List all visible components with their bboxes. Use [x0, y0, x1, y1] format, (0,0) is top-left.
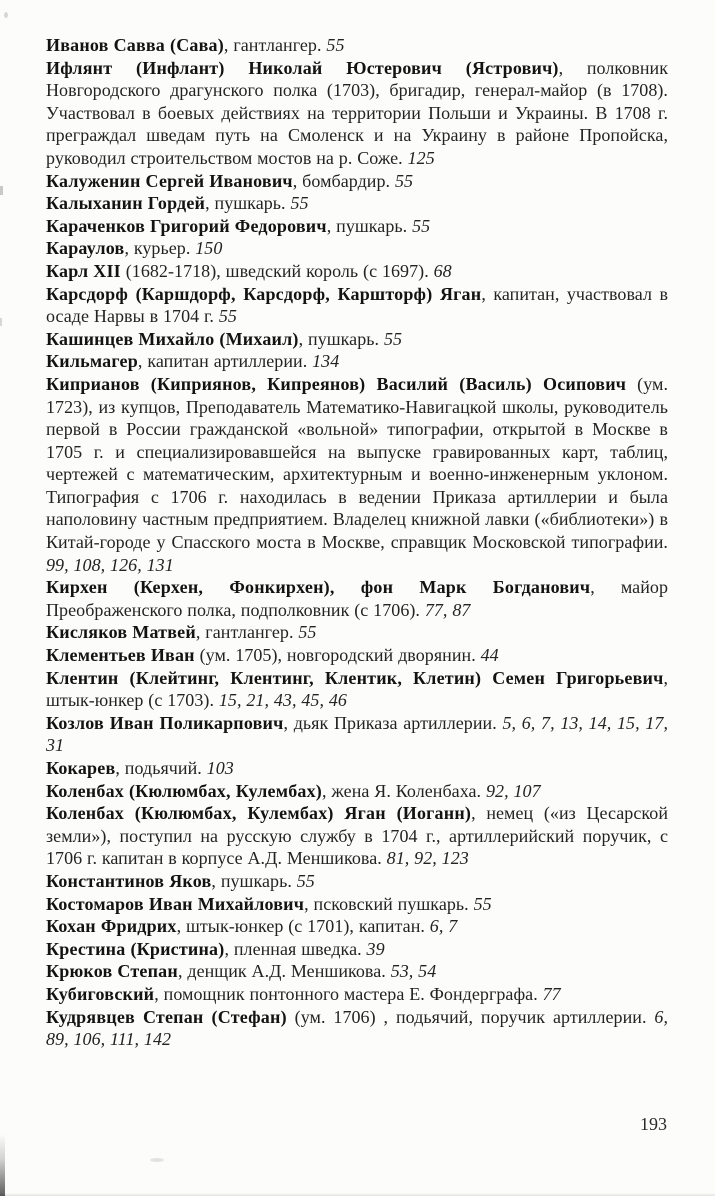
entry-description: , бомбардир. — [292, 170, 395, 191]
index-entry — [46, 938, 668, 961]
entry-page-refs: 125 — [407, 147, 435, 168]
entry-page-refs: 5, 6, 7, 13, 14, 15, 17, 31 — [46, 712, 668, 756]
entry-name: Кисляков Матвей — [46, 622, 196, 643]
index-entry — [46, 802, 668, 870]
entry-name: Коленбах (Кюлюмбах, Кулембах) Яган (Иоганн) — [46, 803, 472, 824]
entry-description: , пушкарь. — [298, 328, 384, 349]
index-entry — [46, 712, 668, 757]
entry-name: Коленбах (Кюлюмбах, Кулембах) — [46, 780, 323, 801]
scan-artifact-tick — [0, 186, 3, 195]
entry-description: , курьер. — [124, 238, 196, 259]
index-entry — [46, 576, 668, 621]
entry-description: , штык-юнкер (с 1703). — [46, 667, 668, 711]
entry-description: , подьячий. — [115, 758, 207, 778]
index-entry — [46, 893, 668, 916]
entry-page-refs: 55 — [394, 170, 414, 191]
entry-page-refs: 6, 7 — [429, 916, 458, 937]
entry-name: Козлов Иван Поликарпович — [46, 712, 284, 733]
entry-page-refs: 150 — [195, 238, 223, 259]
entry-page-refs: 55 — [383, 328, 403, 349]
entry-name: Ифлянт (Инфлант) Николай Юстерович (Ястрович) — [46, 57, 559, 78]
entry-description: , пленная шведка. — [224, 938, 367, 959]
scan-artifact-speck — [150, 1158, 164, 1162]
index-entry — [46, 237, 668, 260]
entry-description: , штык-юнкер (с 1701), капитан. — [176, 916, 430, 937]
entry-name: Карсдорф (Каршдорф, Карсдорф, Каршторф) Яган — [46, 283, 482, 304]
entry-page-refs: 55 — [412, 215, 431, 236]
entry-name: Клементьев Иван — [46, 645, 195, 666]
index-entry — [46, 350, 668, 373]
index-entry — [46, 960, 668, 983]
entry-page-refs: 55 — [290, 193, 309, 214]
entry-page-refs: 44 — [480, 645, 499, 666]
entry-description: , полковник Новгородского драгунского полка (1703), бригадир, генерал-майор (в 1708). Участвовал в боевых действиях на территории Польши и Украины. В 1708 г. преграждал шведам путь на Смоленск и на Украину в районе Пропойска, руководил строительством мостов на р. Соже. — [46, 57, 668, 168]
entry-description: , капитан артиллерии. — [137, 351, 313, 372]
index-entry — [46, 192, 668, 215]
index-entry — [46, 1006, 668, 1051]
entry-page-refs: 55 — [298, 622, 317, 643]
index-entry — [46, 644, 668, 667]
entry-page-refs: 39 — [366, 938, 385, 959]
index-entry — [46, 621, 668, 644]
index-entry — [46, 983, 668, 1006]
entry-page-refs: 92, 107 — [485, 780, 541, 801]
index-entry — [46, 915, 668, 938]
entry-description: , гантлангер. — [223, 35, 327, 55]
entry-description: , дьяк Приказа артиллерии. — [283, 712, 503, 733]
entry-description: (1682-1718), шведский король (с 1697). — [120, 260, 434, 281]
entry-name: Константинов Яков — [46, 870, 212, 891]
entry-name: Костомаров Иван Михайлович — [46, 893, 305, 914]
entry-description: (ум. 1706) , подьячий, поручик артиллерии. — [286, 1006, 655, 1027]
entry-page-refs: 81, 92, 123 — [386, 848, 469, 869]
entry-description: , помощник понтонного мастера Е. Фондерграфа. — [154, 983, 543, 1004]
scan-artifact-speck — [4, 12, 8, 18]
entry-page-refs: 103 — [206, 758, 234, 778]
page-number: 193 — [640, 1114, 667, 1134]
entry-page-refs: 6, 89, 106, 111, 142 — [46, 1006, 668, 1050]
index-entry — [46, 283, 668, 328]
entry-name: Кашинцев Михайло (Михаил) — [46, 328, 299, 349]
entry-description: , пушкарь. — [205, 193, 291, 214]
index-entry — [46, 328, 668, 351]
entry-name: Калыханин Гордей — [46, 193, 206, 214]
entry-description: , немец («из Цесарской земли»), поступил на русскую службу в 1704 г., артиллерийский поручик, с 1706 г. капитан в корпусе А.Д. Меншикова. — [46, 803, 668, 869]
entry-page-refs: 55 — [326, 35, 345, 55]
index-entries — [46, 34, 668, 1051]
entry-page-refs: 68 — [433, 260, 452, 281]
entry-page-refs: 55 — [296, 870, 315, 891]
index-entry — [46, 34, 668, 57]
entry-name: Кудрявцев Степан (Стефан) — [46, 1006, 287, 1027]
entry-description: , гантлангер. — [195, 622, 299, 643]
entry-description: , пушкарь. — [326, 215, 413, 236]
entry-name: Иванов Савва (Сава) — [46, 35, 224, 55]
entry-name: Караченков Григорий Федорович — [46, 215, 327, 236]
scan-artifact-tick — [0, 318, 2, 326]
entry-name: Крюков Степан — [46, 961, 178, 982]
entry-page-refs: 99, 108, 126, 131 — [46, 554, 174, 575]
entry-name: Караулов — [46, 238, 125, 259]
entry-page-refs: 55 — [218, 306, 237, 327]
index-entry — [46, 57, 668, 170]
entry-page-refs: 134 — [312, 351, 340, 372]
index-entry — [46, 215, 668, 238]
index-entry — [46, 870, 668, 893]
entry-name: Карл XII — [46, 260, 121, 281]
entry-description: , жена Я. Коленбаха. — [322, 780, 486, 801]
entry-name: Кубиговский — [46, 983, 155, 1004]
index-entry — [46, 780, 668, 803]
entry-name: Киприанов (Киприянов, Кипреянов) Василий (Василь) Осипович — [46, 373, 627, 394]
entry-description: (ум. 1723), из купцов, Преподаватель Математико-Навигацкой школы, руководитель первой в России гражданской «вольной» типографии, открытой в Москве в 1705 г. и специализировавшейся на выпуске гравированных карт, таблиц, чертежей с математическим, архитектурным и военно-инженерным уклоном. Типография с 1706 г. находилась в ведении Приказа артиллерии и была наполовину частным предприятием. Владелец книжной лавки («библиотеки») в Китай-городе у Спасского моста в Москве, справщик Московской типографии. — [46, 373, 668, 553]
entry-description: , капитан, участвовал в осаде Нарвы в 1704 г. — [46, 283, 668, 327]
entry-description: , денщик А.Д. Меншикова. — [177, 961, 391, 982]
entry-page-refs: 77 — [542, 983, 561, 1004]
index-entry — [46, 757, 668, 780]
entry-name: Клентин (Клейтинг, Клентинг, Клентик, Клетин) Семен Григорьевич — [46, 667, 664, 688]
entry-name: Калуженин Сергей Иванович — [46, 170, 293, 191]
index-entry — [46, 667, 668, 712]
entry-name: Крестина (Кристина) — [46, 938, 225, 959]
entry-page-refs: 55 — [473, 893, 492, 914]
entry-description: (ум. 1705), новгородский дворянин. — [194, 645, 481, 666]
scan-artifact-smudge — [0, 1134, 5, 1196]
entry-description: , майор Преображенского полка, подполковник (с 1706). — [46, 577, 668, 620]
entry-page-refs: 53, 54 — [390, 961, 437, 982]
entry-name: Кирхен (Керхен, Фонкирхен), фон Марк Богданович — [46, 577, 591, 598]
entry-description: , пушкарь. — [211, 870, 297, 891]
entry-name: Кильмагер — [46, 351, 138, 372]
entry-name: Кохан Фридрих — [46, 916, 177, 937]
entry-page-refs: 77, 87 — [424, 599, 471, 620]
index-entry — [46, 260, 668, 283]
index-entry — [46, 373, 668, 576]
entry-description: , псковский пушкарь. — [304, 893, 474, 914]
entry-name: Кокарев — [46, 758, 116, 778]
entry-page-refs: 15, 21, 43, 45, 46 — [218, 690, 347, 711]
index-entry — [46, 170, 668, 193]
